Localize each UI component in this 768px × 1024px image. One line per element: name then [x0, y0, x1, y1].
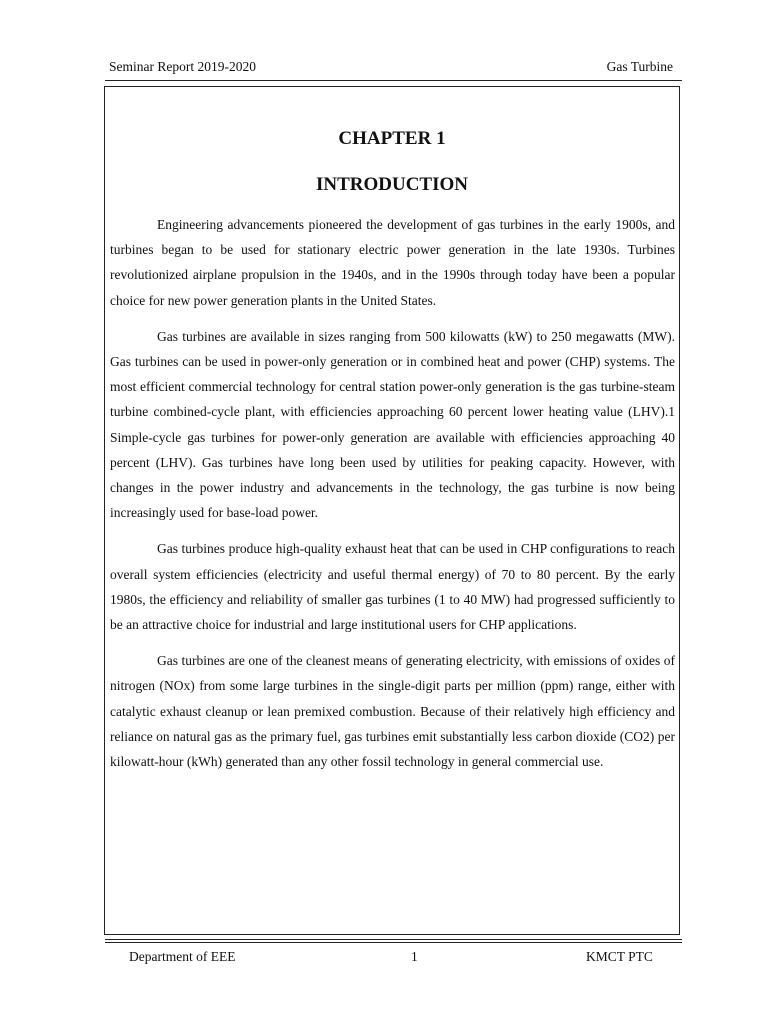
- page-number: 1: [411, 949, 418, 964]
- header-report-title: Seminar Report 2019-2020: [109, 59, 256, 74]
- body-text: [110, 212, 675, 785]
- header-topic: Gas Turbine: [606, 59, 673, 74]
- paragraph: Gas turbines are available in sizes ranging from 500 kilowatts (kW) to 250 megawatts (MW). Gas turbines can be used in power-only generation or in combined heat and power (CHP) systems. The most efficient commercial technology for central station power-only generation is the gas turbine-steam turbine combined-cycle plant, with efficiencies approaching 60 percent lower heating value (LHV).1 Simple-cycle gas turbines for power-only generation are available with efficiencies approaching 40 percent (LHV). Gas turbines have long been used by utilities for peaking capacity. However, with changes in the power industry and advancements in the technology, the gas turbine is now being increasingly used for base-load power.: [110, 328, 675, 521]
- chapter-number: CHAPTER 1: [338, 128, 446, 149]
- footer-department: Department of EEE: [129, 949, 236, 964]
- paragraph: Gas turbines produce high-quality exhaust heat that can be used in CHP configurations to reach overall system efficiencies (electricity and useful thermal energy) of 70 to 80 percent. By the early 1980s, the efficiency and reliability of smaller gas turbines (1 to 40 MW) had progressed sufficiently to be an attractive choice for industrial and large institutional users for CHP applications.: [110, 541, 675, 633]
- paragraph: Engineering advancements pioneered the development of gas turbines in the early 1900s, and turbines began to be used for stationary electric power generation in the late 1930s. Turbines revolutionized airplane propulsion in the 1940s, and in the 1990s through today have been a popular choice for new power generation plants in the United States.: [110, 217, 675, 308]
- paragraph: Gas turbines are one of the cleanest means of generating electricity, with emissions of oxides of nitrogen (NOx) from some large turbines in the single-digit parts per million (ppm) range, either with catalytic exhaust cleanup or lean premixed combustion. Because of their relatively high efficiency and reliance on natural gas as the primary fuel, gas turbines emit substantially less carbon dioxide (CO2) per kilowatt-hour (kWh) generated than any other fossil technology in general commercial use.: [110, 653, 675, 770]
- chapter-title: INTRODUCTION: [315, 174, 469, 195]
- footer-rule-double: [105, 942, 682, 943]
- footer-rule: [105, 939, 682, 940]
- footer-institution: KMCT PTC: [586, 949, 653, 964]
- header-rule: [105, 80, 682, 81]
